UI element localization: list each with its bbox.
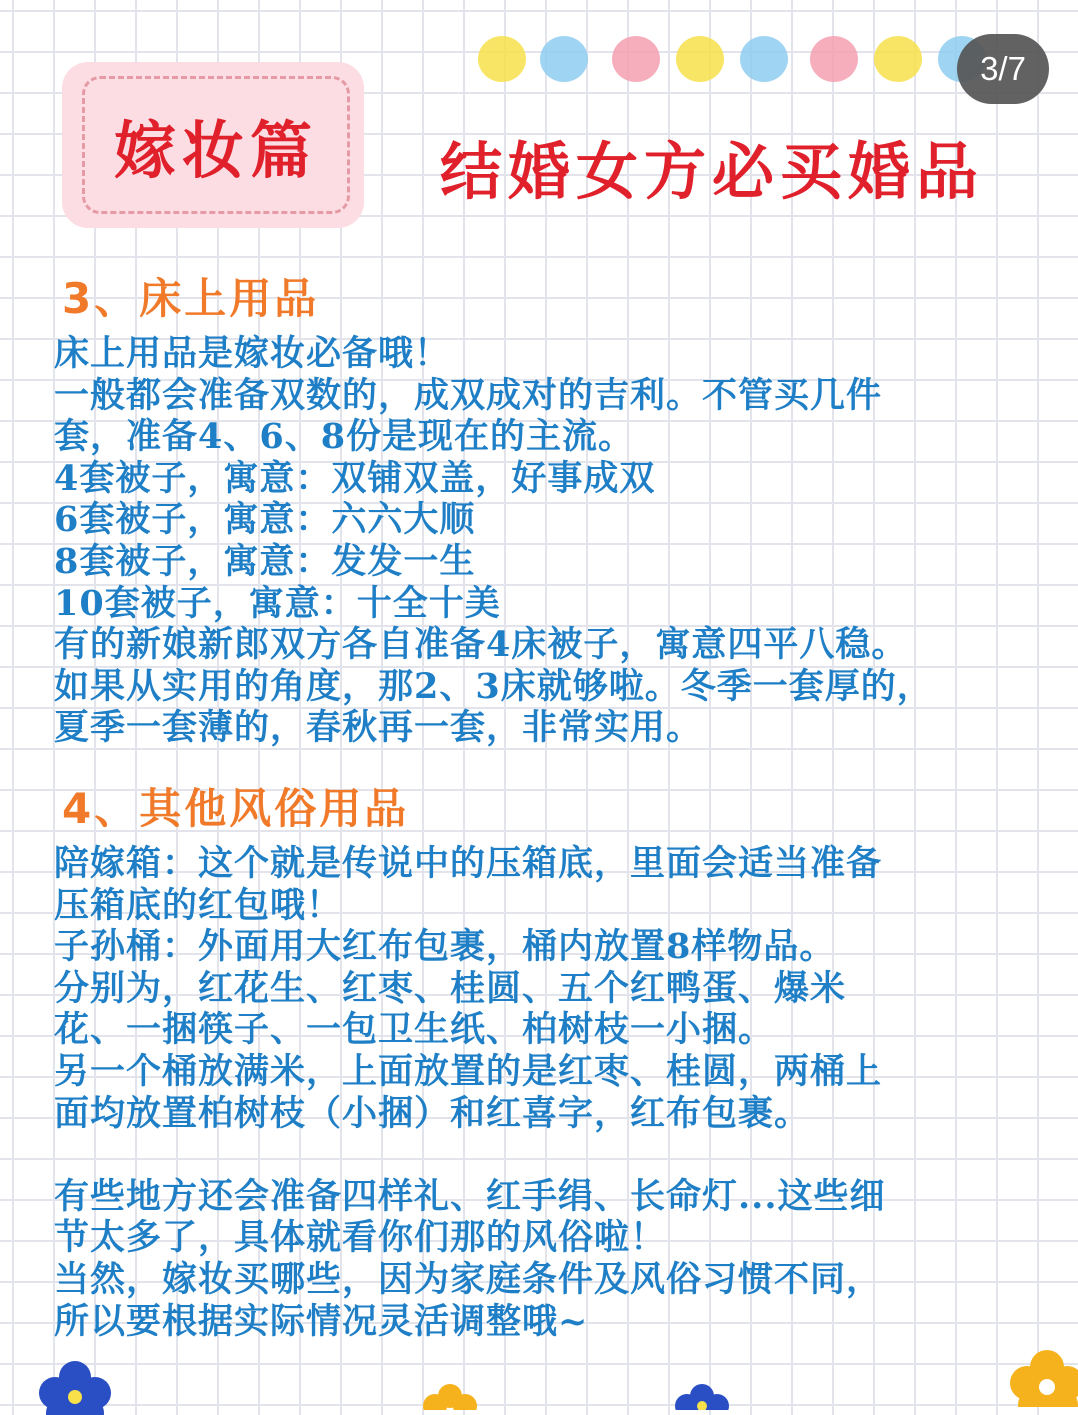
text-line: 分别为，红花生、红枣、桂圆、五个红鸭蛋、爆米 [54, 967, 847, 1009]
text-line: 压箱底的红包哦！ [54, 884, 343, 926]
text-line: 当然，嫁妆买哪些，因为家庭条件及风俗习惯不同， [54, 1258, 883, 1300]
page-indicator: 3/7 [957, 34, 1049, 104]
text-line: 有的新娘新郎双方各自准备4床被子，寓意四平八稳。 [54, 624, 908, 666]
section-content-customs [54, 843, 1044, 1342]
text-line: 陪嫁箱：这个就是传说中的压箱底，里面会适当准备 [54, 843, 883, 884]
text-line: 4套被子，寓意：双铺双盖，好事成双 [54, 457, 656, 499]
dot-decoration [540, 36, 588, 82]
dot-decoration [810, 36, 858, 82]
text-line: 一般都会准备双数的，成双成对的吉利。不管买几件 [54, 374, 883, 416]
flower-icon [420, 1380, 480, 1410]
dot-decoration [740, 36, 788, 82]
text-line: 花、一捆筷子、一包卫生纸、柏树枝一小捆。 [54, 1009, 775, 1051]
text-line: 套，准备4、6、8份是现在的主流。 [54, 416, 635, 458]
flower-icon [1005, 1345, 1078, 1407]
dot-decoration [612, 36, 660, 82]
category-tag [62, 62, 364, 228]
page-title: 结婚女方必买婚品 [440, 135, 985, 208]
text-line [54, 1134, 1044, 1176]
flower-icon [30, 1355, 120, 1415]
text-line: 另一个桶放满米，上面放置的是红枣、桂圆，两桶上 [54, 1050, 883, 1092]
section-title-bedding: 3、床上用品 [62, 274, 320, 323]
text-line: 6套被子，寓意：六六大顺 [54, 499, 476, 541]
text-line: 10套被子，寓意：十全十美 [54, 582, 501, 624]
text-line: 所以要根据实际情况灵活调整哦~ [54, 1300, 589, 1342]
text-line: 床上用品是嫁妆必备哦！ [54, 333, 451, 374]
text-line: 面均放置柏树枝（小捆）和红喜字，红布包裹。 [54, 1092, 811, 1134]
dot-decoration [874, 36, 922, 82]
dot-decoration [676, 36, 724, 82]
dot-decoration [478, 36, 526, 82]
text-line: 如果从实用的角度，那2、3床就够啦。冬季一套厚的， [54, 665, 933, 707]
text-line: 子孙桶：外面用大红布包裹，桶内放置8样物品。 [54, 926, 836, 968]
category-tag-label: 嫁妆篇 [82, 76, 350, 214]
flower-icon [672, 1380, 732, 1410]
text-line: 夏季一套薄的，春秋再一套，非常实用。 [54, 707, 703, 749]
text-line: 节太多了，具体就看你们那的风俗啦！ [54, 1217, 667, 1259]
text-line: 8套被子，寓意：发发一生 [54, 540, 476, 582]
section-content-bedding [54, 333, 1044, 749]
section-title-customs: 4、其他风俗用品 [62, 784, 410, 833]
text-line: 有些地方还会准备四样礼、红手绢、长命灯...这些细 [54, 1175, 886, 1217]
